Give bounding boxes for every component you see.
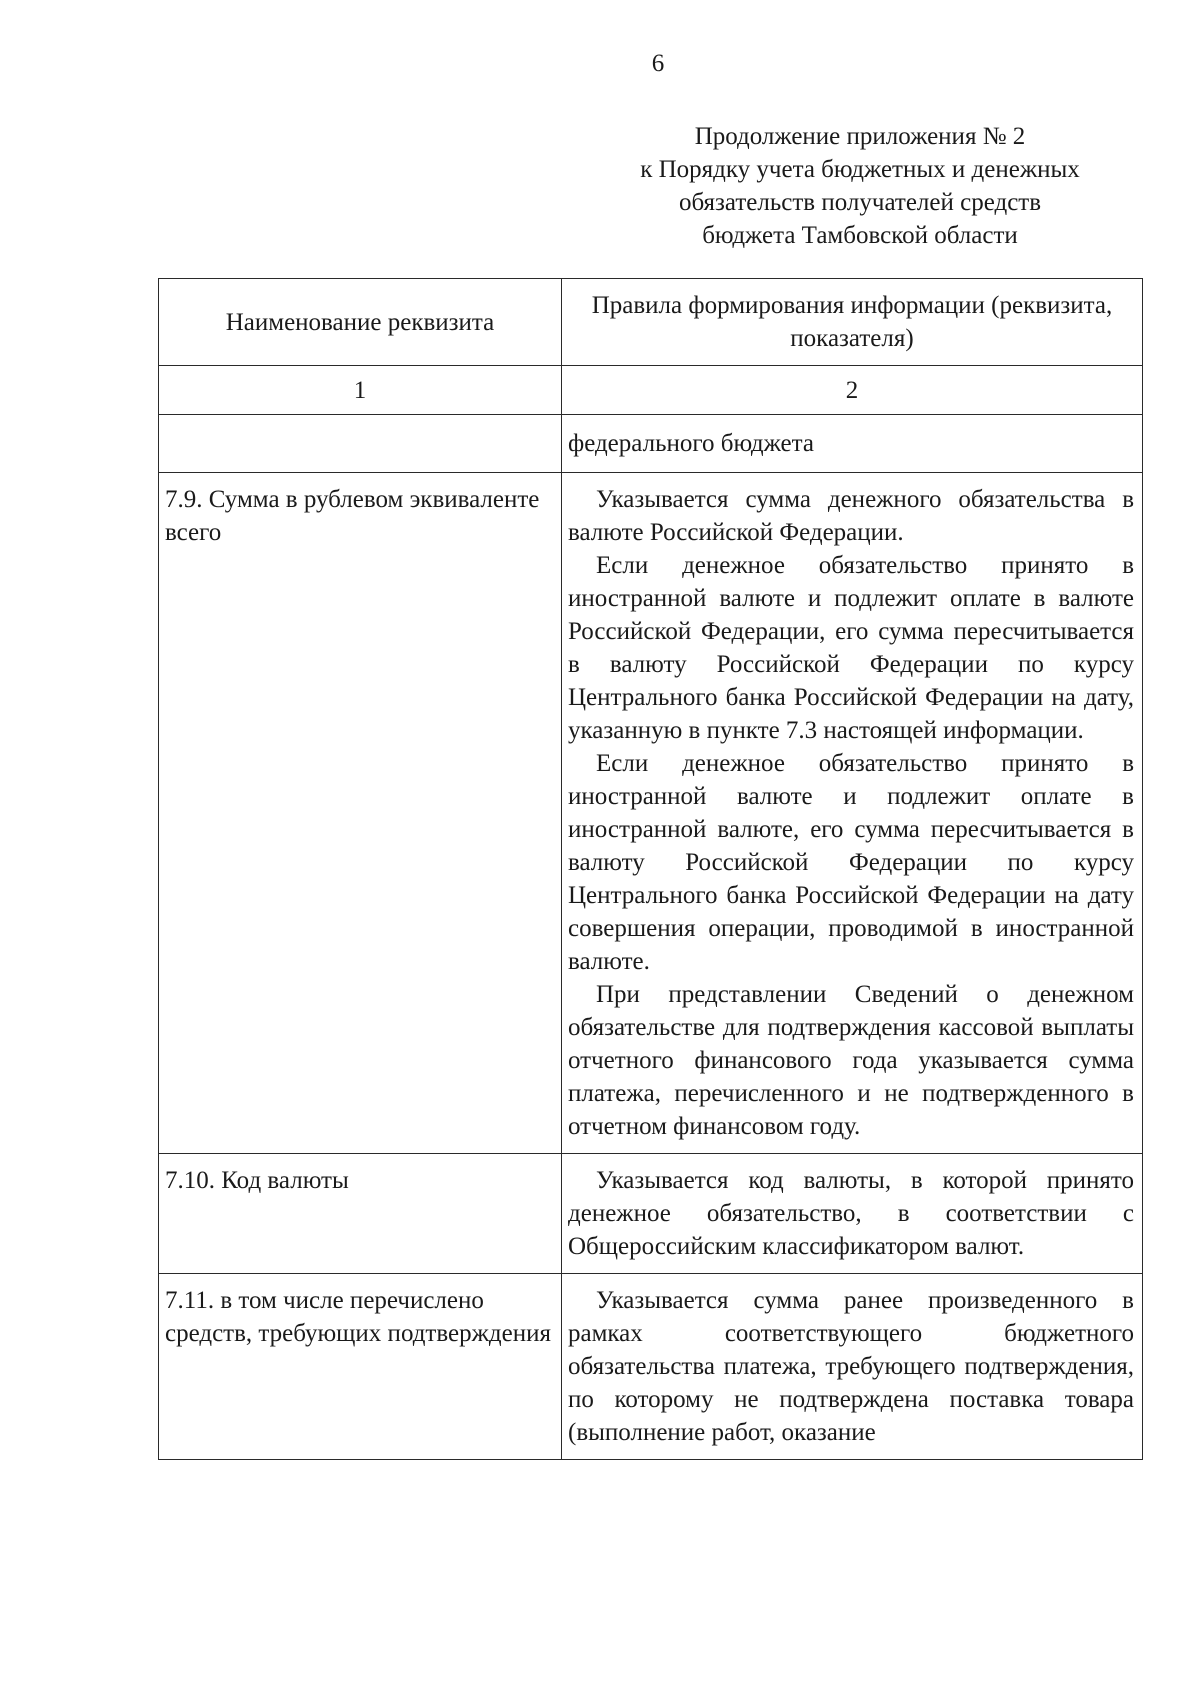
rules-cell	[562, 415, 1143, 473]
column-number: 1	[159, 366, 562, 415]
table-row	[159, 415, 1143, 473]
requisite-name-cell: 7.10. Код валюты	[159, 1154, 562, 1274]
rules-paragraph: федерального бюджета	[568, 430, 814, 457]
rules-paragraph: Если денежное обязательство принято в иностранной валюте и подлежит оплате в валюте Российской Федерации, его сумма пересчитывается в валюту Российской Федерации по курсу Центрального банка Российской Федерации на дату, указанную в пункте 7.3 настоящей информации.	[568, 552, 1134, 744]
column-number-row	[159, 366, 1143, 415]
table-row	[159, 473, 1143, 1154]
rules-paragraph: Указывается сумма ранее произведенного в рамках соответствующего бюджетного обязательства платежа, требующего подтверждения, по которому не подтверждена поставка товара (выполнение работ, оказание	[568, 1287, 1134, 1446]
rules-paragraph: Если денежное обязательство принято в иностранной валюте и подлежит оплате в иностранной валюте, его сумма пересчитывается в валюту Российской Федерации по курсу Центрального банка Российской Федерации на дату совершения операции, проводимой в иностранной валюте.	[568, 750, 1134, 975]
appendix-note-line: обязательств получателей средств	[678, 189, 1042, 216]
appendix-note-line: Продолжение приложения № 2	[694, 123, 1026, 150]
table-row	[159, 1274, 1143, 1460]
appendix-note-line: бюджета Тамбовской области	[702, 222, 1018, 249]
header-requisite-name: Наименование реквизита	[159, 279, 562, 366]
table-row	[159, 1154, 1143, 1274]
rules-cell	[562, 1274, 1143, 1460]
requisite-name-cell	[159, 415, 562, 473]
rules-paragraph: Указывается код валюты, в которой принято денежное обязательство, в соответствии с Общероссийским классификатором валют.	[568, 1167, 1134, 1260]
requisite-name-cell: 7.9. Сумма в рублевом эквиваленте всего	[159, 473, 562, 1154]
appendix-note-line: к Порядку учета бюджетных и денежных	[640, 156, 1080, 183]
rules-cell	[562, 473, 1143, 1154]
column-number: 2	[562, 366, 1143, 415]
rules-paragraph: При представлении Сведений о денежном обязательстве для подтверждения кассовой выплаты отчетного финансового года указывается сумма платежа, перечисленного и не подтвержденного в отчетном финансовом году.	[568, 981, 1134, 1140]
page-number: 6	[651, 50, 665, 77]
appendix-note	[590, 120, 1130, 252]
requisite-name-cell: 7.11. в том числе перечислено средств, требующих подтверждения	[159, 1274, 562, 1460]
rules-paragraph: Указывается сумма денежного обязательства в валюте Российской Федерации.	[568, 486, 1134, 546]
requisites-table	[158, 278, 1143, 1460]
table-header-row	[159, 279, 1143, 366]
header-formation-rules: Правила формирования информации (реквизита, показателя)	[562, 279, 1143, 366]
rules-cell	[562, 1154, 1143, 1274]
